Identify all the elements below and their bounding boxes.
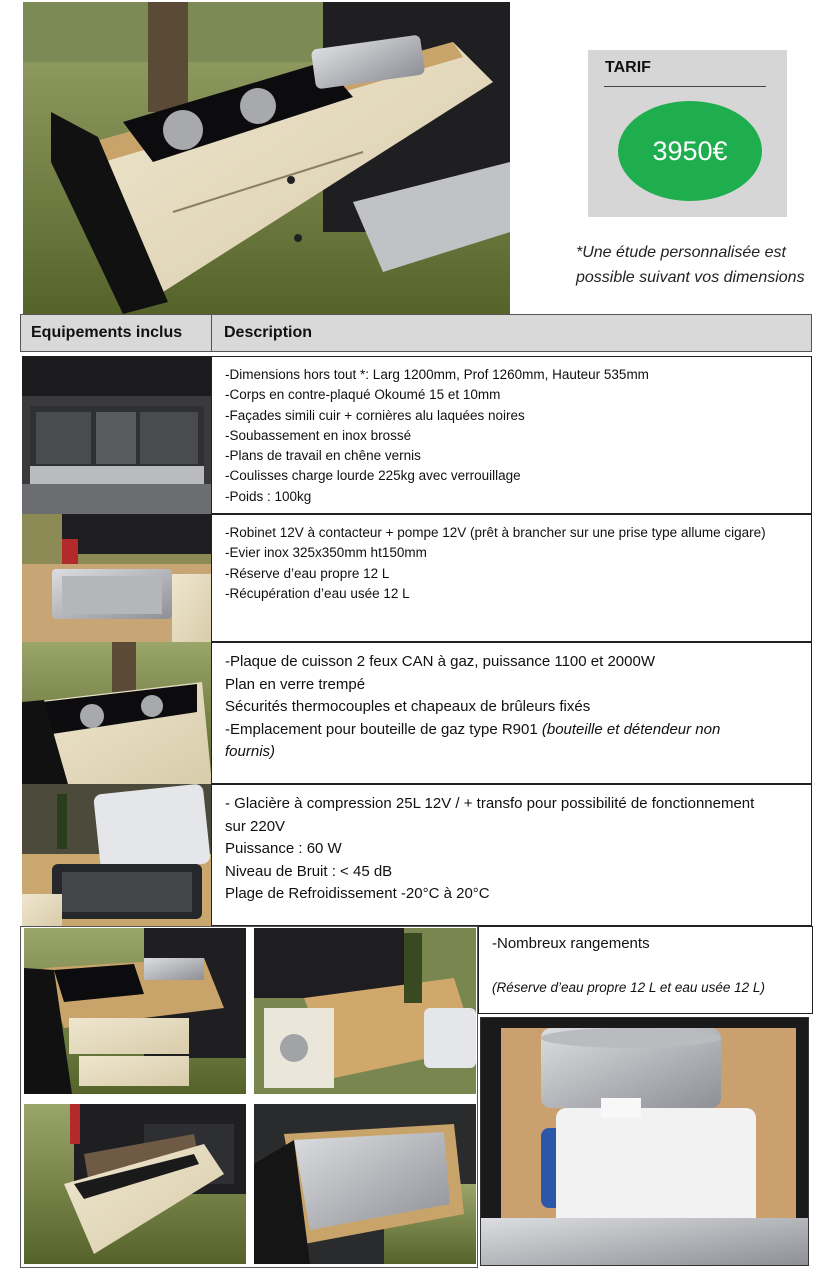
custom-study-note <box>576 240 828 290</box>
row4-line: Plage de Refroidissement -20°C à 20°C <box>225 885 490 902</box>
storage-text-box <box>478 926 813 1014</box>
row2-line: -Réserve d’eau propre 12 L <box>225 565 390 581</box>
row3-photo <box>22 642 212 784</box>
storage-note: (Réserve d’eau propre 12 L et eau usée 12 L) <box>492 980 765 995</box>
header-equipements-label: Equipements inclus <box>31 324 183 341</box>
row3-gas-note-end: fournis) <box>225 743 276 760</box>
tarif-divider <box>604 86 766 87</box>
row1-line: -Plans de travail en chêne vernis <box>225 448 421 464</box>
row3-line: -Plaque de cuisson 2 feux CAN à gaz, puissance 1100 et 2000W <box>225 653 655 670</box>
row1-line: -Poids : 100kg <box>225 488 312 504</box>
row4-line: - Glacière à compression 25L 12V / + transfo pour possibilité de fonctionnement <box>225 795 755 812</box>
row3-line <box>225 741 803 764</box>
storage-photo-slide-drawer <box>24 1104 246 1264</box>
storage-photo-cutting-board <box>254 928 476 1094</box>
header-description <box>211 314 812 352</box>
tarif-label: TARIF <box>605 59 651 76</box>
storage-photo-cover <box>254 1104 476 1264</box>
row2-photo <box>22 514 212 642</box>
storage-title: -Nombreux rangements <box>492 935 650 952</box>
row2-line: -Evier inox 325x350mm ht150mm <box>225 545 427 561</box>
row4-line: Niveau de Bruit : < 45 dB <box>225 862 393 880</box>
hero-kitchen-photo <box>23 2 510 314</box>
row4-line: sur 220V <box>225 817 286 835</box>
row3-line: Plan en verre trempé <box>225 675 366 693</box>
row1-description <box>211 356 812 514</box>
note-line-2: possible suivant vos dimensions <box>576 269 805 286</box>
row3-description <box>211 642 812 784</box>
row1-line: -Façades simili cuir + cornières alu laquées noires <box>225 407 525 423</box>
tarif-box <box>588 50 787 217</box>
row1-line: -Corps en contre-plaqué Okoumé 15 et 10mm <box>225 387 501 403</box>
row1-line: -Dimensions hors tout *: Larg 1200mm, Prof 1260mm, Hauteur 535mm <box>225 367 649 382</box>
row2-description <box>211 514 812 642</box>
row3-line <box>225 719 803 742</box>
row3-gas-note: (bouteille et détendeur non <box>541 720 721 738</box>
header-description-label: Description <box>224 324 313 341</box>
row4-line: Puissance : 60 W <box>225 840 342 857</box>
note-line-1: *Une étude personnalisée est <box>576 244 786 261</box>
row3-gas-text: -Emplacement pour bouteille de gaz type R901 <box>225 720 542 738</box>
row1-photo <box>22 356 212 514</box>
header-equipements <box>20 314 212 352</box>
row2-line: -Robinet 12V à contacteur + pompe 12V (prêt à brancher sur une prise type allume cigare) <box>225 525 766 540</box>
price-value: 3950€ <box>652 135 728 166</box>
row3-line: Sécurités thermocouples et chapeaux de brûleurs fixés <box>225 698 591 715</box>
row1-line: -Soubassement en inox brossé <box>225 427 412 443</box>
row1-line: -Coulisses charge lourde 225kg avec verrouillage <box>225 468 521 484</box>
storage-photo-water-tanks <box>480 1017 809 1266</box>
row2-line: -Récupération d’eau usée 12 L <box>225 585 410 601</box>
price-badge <box>618 101 762 201</box>
row4-description <box>211 784 812 926</box>
row4-photo <box>22 784 212 926</box>
storage-photo-drawers <box>24 928 246 1094</box>
